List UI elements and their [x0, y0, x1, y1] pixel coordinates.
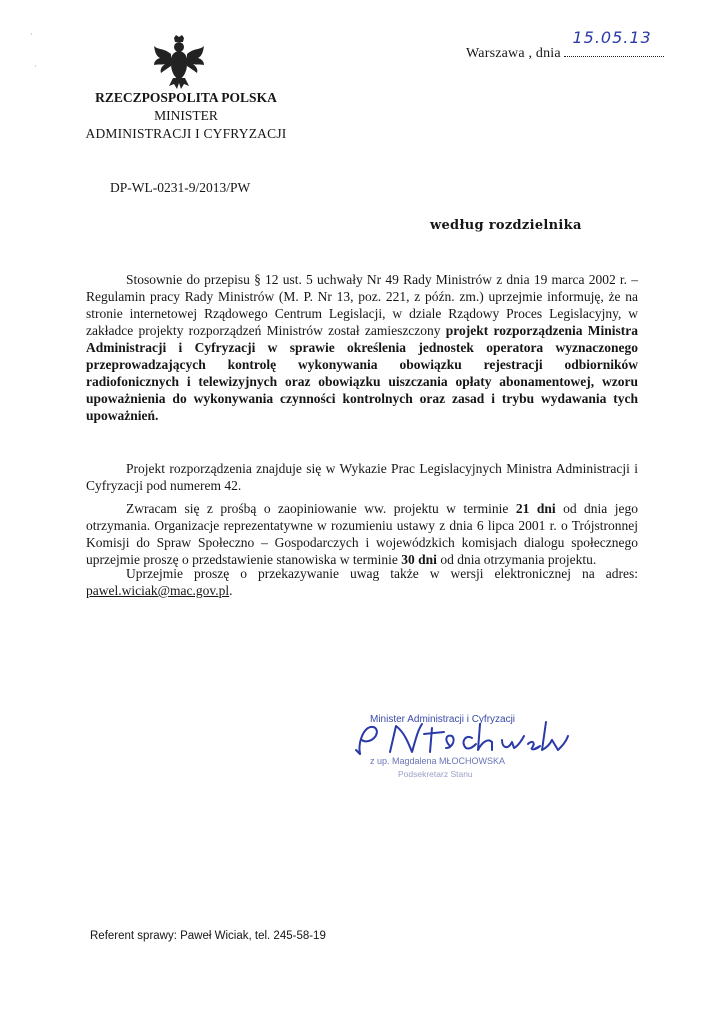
draft-regulation-title: projekt rozporządzenia Ministra Administracji i Cyfryzacji w sprawie określenia jednostek operatora wyznaczonego przeprowadzających kontrolę wykonywania obowiązku rejestracji odbiorników radiofonicznych i telewizyjnych oraz obowiązku uiszczania opłaty abonamentowej, wzoru upoważnienia do wykonywania czynności kontrolnych oraz zasad i trybu wydawania tych upoważnień. — [86, 323, 638, 423]
paragraph-4-end: . — [229, 583, 233, 598]
paragraph-3 — [86, 500, 638, 568]
paragraph-3-text-a: Zwracam się z prośbą o zaopiniowanie ww. projektu w terminie — [126, 501, 516, 516]
polish-eagle-icon — [152, 34, 206, 90]
handwritten-date: 15.05.13 — [572, 28, 652, 47]
place-date — [466, 28, 664, 62]
office-ministry: ADMINISTRACJI I CYFRYZACJI — [85, 126, 287, 141]
paragraph-4 — [86, 565, 638, 599]
case-officer-contact: Referent sprawy: Paweł Wiciak, tel. 245-58-19 — [90, 930, 326, 942]
deadline-30-days: 30 dni — [401, 552, 437, 567]
paragraph-3-text-c: od dnia jego otrzymania. Organizacje reprezentatywne w rozumieniu ustawy z dnia 6 lipca 2001 r. o Trójstronnej Komisji do Spraw Społeczno – Gospodarczych i wojewódzkich komisjach dialogu społecznego uprzejmie proszę o przedstawienie stanowiska w terminie — [86, 501, 638, 567]
office-title: MINISTER — [154, 108, 218, 123]
stamp-line-minister: Minister Administracji i Cyfryzacji — [370, 714, 516, 725]
addressee: według rozdzielnika — [430, 218, 582, 233]
paragraph-1-text: Stosownie do przepisu § 12 ust. 5 uchwały Nr 49 Rady Ministrów z dnia 19 marca 2002 r. – Regulamin pracy Rady Ministrów (M. P. Nr 13, poz. 221, z późn. zm.) uprzejmie informuję, że na stronie internetowej Rządowego Centrum Legislacji, w dziale Rządowy Proces Legislacyjny, w zakładce projekty rozporządzeń Ministrów został zamieszczony — [86, 272, 638, 338]
date-field — [564, 28, 664, 57]
deadline-21-days: 21 dni — [515, 501, 556, 516]
paragraph-4-text: Uprzejmie proszę o przekazywanie uwag także w wersji elektronicznej na adres: — [126, 566, 638, 581]
place-date-prefix: Warszawa , dnia — [466, 46, 561, 61]
handwritten-signature-icon — [346, 706, 586, 786]
scan-mark: · — [30, 30, 33, 39]
email-link[interactable]: pawel.wiciak@mac.gov.pl — [86, 583, 230, 598]
country-name: RZECZPOSPOLITA POLSKA — [95, 90, 277, 105]
scan-mark: · — [34, 62, 37, 71]
signature-stamp — [346, 706, 586, 786]
paragraph-2 — [86, 460, 638, 494]
paragraph-2-text: Projekt rozporządzenia znajduje się w Wykazie Prac Legislacyjnych Ministra Administracji i Cyfryzacji pod numerem 42. — [86, 461, 638, 493]
stamp-line-signatory: z up. Magdalena MŁOCHOWSKA — [370, 756, 506, 766]
paragraph-1 — [86, 271, 638, 424]
paragraph-3-text-d: od dnia otrzymania projektu. — [436, 552, 597, 567]
reference-number: DP-WL-0231-9/2013/PW — [110, 180, 251, 195]
stamp-line-position: Podsekretarz Stanu — [398, 769, 473, 779]
